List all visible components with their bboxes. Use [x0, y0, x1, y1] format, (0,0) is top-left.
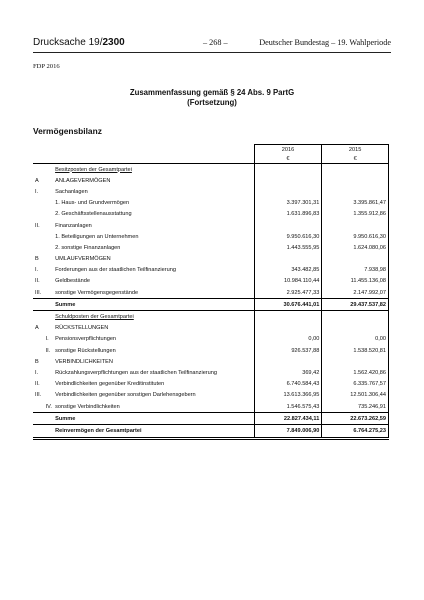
document-title: Zusammenfassung gemäß § 24 Abs. 9 PartG	[129, 88, 295, 97]
row-numeral	[44, 299, 54, 311]
row-numeral	[44, 265, 54, 276]
value-2016: 2.925.477,33	[254, 287, 322, 299]
row-numeral	[44, 242, 54, 253]
value-2016: 7.849.006,90	[254, 425, 322, 438]
row-letter	[33, 198, 44, 209]
value-2016: 343.482,85	[254, 265, 322, 276]
currency-header-row	[33, 154, 389, 164]
row-numeral	[44, 287, 54, 299]
value-2016	[254, 220, 322, 231]
row-label: Summe	[53, 413, 254, 425]
row-label: RÜCKSTELLUNGEN	[55, 325, 109, 332]
row-letter: II.	[35, 381, 40, 388]
row-label: ANLAGEVERMÖGEN	[55, 177, 111, 184]
table-row	[33, 311, 389, 323]
table-row	[33, 265, 389, 276]
table-body	[33, 164, 389, 439]
table-row	[33, 299, 389, 311]
page-header	[33, 37, 391, 51]
table-row	[33, 254, 389, 265]
balance-sheet-table	[33, 144, 389, 440]
row-numeral: IV.	[45, 403, 52, 410]
row-letter	[33, 242, 44, 253]
value-2015	[322, 311, 389, 323]
table-row	[33, 209, 389, 220]
row-letter: II.	[35, 278, 40, 285]
table-row	[33, 413, 389, 425]
row-label: Sachanlagen	[55, 188, 88, 195]
value-2016	[254, 186, 322, 197]
value-2015: 9.950.616,30	[322, 231, 389, 242]
value-2016	[254, 356, 322, 367]
table-row	[33, 164, 389, 176]
table-row	[33, 401, 389, 413]
row-label: UMLAUFVERMÖGEN	[55, 256, 111, 263]
row-label: Finanzanlagen	[55, 222, 92, 229]
row-numeral	[44, 254, 54, 265]
value-2015: 1.355.912,86	[322, 209, 389, 220]
row-label: Verbindlichkeiten gegenüber Kreditinstituten	[55, 381, 165, 388]
row-label: Reinvermögen der Gesamtpartei	[53, 425, 254, 438]
row-letter	[33, 401, 44, 413]
value-2015	[322, 186, 389, 197]
table-row	[33, 276, 389, 287]
value-2016: 369,42	[254, 367, 322, 378]
institution-label: Deutscher Bundestag – 19. Wahlperiode	[259, 38, 391, 47]
header-divider	[33, 52, 391, 53]
value-2015: 7.938,98	[322, 265, 389, 276]
row-label: sonstige Vermögensgegenstände	[55, 289, 139, 296]
table-row	[33, 242, 389, 253]
row-letter: I.	[35, 188, 39, 195]
table-row	[33, 334, 389, 345]
row-letter: I.	[35, 267, 39, 274]
row-label: 2. sonstige Finanzanlagen	[55, 244, 121, 251]
row-numeral	[44, 311, 54, 323]
row-numeral	[44, 231, 54, 242]
section-title: Vermögensbilanz	[33, 126, 102, 136]
row-numeral	[44, 175, 54, 186]
page-number: – 268 –	[203, 38, 228, 47]
value-2016	[254, 254, 322, 265]
row-label: Schuldposten der Gesamtpartei	[53, 311, 254, 323]
row-letter: II.	[35, 222, 40, 229]
table-row	[33, 287, 389, 299]
row-label: sonstige Verbindlichkeiten	[55, 403, 120, 410]
value-2015: 29.437.537,82	[322, 299, 389, 311]
year-2015-header: 2015	[322, 145, 389, 155]
row-numeral: I.	[45, 336, 49, 343]
row-label: VERBINDLICHKEITEN	[55, 358, 113, 365]
value-2015	[322, 323, 389, 334]
row-label: 1. Haus- und Grundvermögen	[55, 200, 130, 207]
value-2016: 13.613.366,95	[254, 390, 322, 401]
party-label: FDP 2016	[33, 63, 60, 70]
row-letter	[33, 425, 44, 438]
table-row	[33, 175, 389, 186]
row-letter	[33, 299, 44, 311]
row-label: Verbindlichkeiten gegenüber sonstigen Darlehensgebern	[55, 392, 196, 399]
row-numeral	[44, 379, 54, 390]
value-2015: 6.764.275,23	[322, 425, 389, 438]
row-label: sonstige Rückstellungen	[55, 347, 116, 354]
value-2016: 9.950.616,30	[254, 231, 322, 242]
row-label: Besitzposten der Gesamtpartei	[53, 164, 254, 176]
value-2015: 6.335.767,57	[322, 379, 389, 390]
row-letter: III.	[35, 289, 42, 296]
value-2015: 11.455.136,08	[322, 276, 389, 287]
row-numeral	[44, 413, 54, 425]
row-letter: B	[35, 358, 39, 365]
value-2016: 3.397.301,31	[254, 198, 322, 209]
row-numeral	[44, 323, 54, 334]
table-row	[33, 186, 389, 197]
row-letter: III.	[35, 392, 42, 399]
value-2015	[322, 254, 389, 265]
row-letter	[33, 311, 44, 323]
row-letter: A	[35, 325, 39, 332]
year-2016-header: 2016	[254, 145, 322, 155]
value-2015	[322, 175, 389, 186]
value-2015: 2.147.992,07	[322, 287, 389, 299]
row-numeral	[44, 220, 54, 231]
value-2016: 30.676.441,01	[254, 299, 322, 311]
row-letter	[33, 209, 44, 220]
value-2015	[322, 164, 389, 176]
value-2016: 1.631.896,83	[254, 209, 322, 220]
table-row	[33, 367, 389, 378]
value-2016	[254, 311, 322, 323]
row-label: Geldbestände	[55, 278, 90, 285]
value-2016	[254, 175, 322, 186]
row-letter: I.	[35, 369, 39, 376]
table-row	[33, 198, 389, 209]
value-2015	[322, 220, 389, 231]
row-numeral	[44, 198, 54, 209]
value-2015: 12.501.306,44	[322, 390, 389, 401]
row-label: Pensionsverpflichtungen	[55, 336, 117, 343]
value-2015	[322, 356, 389, 367]
row-numeral	[44, 209, 54, 220]
row-numeral	[44, 367, 54, 378]
value-2016	[254, 323, 322, 334]
row-letter	[33, 345, 44, 356]
row-label: Summe	[53, 299, 254, 311]
row-letter: A	[35, 177, 39, 184]
row-numeral	[44, 164, 54, 176]
value-2016: 0,00	[254, 334, 322, 345]
table-row	[33, 220, 389, 231]
row-numeral	[44, 356, 54, 367]
table-row	[33, 379, 389, 390]
table-row	[33, 390, 389, 401]
value-2016: 6.740.584,43	[254, 379, 322, 390]
row-letter	[33, 164, 44, 176]
value-2015: 3.395.861,47	[322, 198, 389, 209]
row-letter	[33, 231, 44, 242]
row-label: 2. Geschäftsstellenausstattung	[55, 211, 132, 218]
table-row	[33, 425, 389, 438]
value-2015: 1.562.420,86	[322, 367, 389, 378]
drucksache-number: Drucksache 19/2300	[33, 37, 125, 48]
value-2015: 1.538.520,81	[322, 345, 389, 356]
value-2016: 1.546.575,43	[254, 401, 322, 413]
document-subtitle: (Fortsetzung)	[187, 98, 237, 107]
row-letter	[33, 334, 44, 345]
value-2016: 926.537,88	[254, 345, 322, 356]
value-2016: 1.443.555,95	[254, 242, 322, 253]
row-label: Rückzahlungsverpflichtungen aus der staatlichen Teilfinanzierung	[55, 369, 217, 376]
value-2015: 1.624.080,06	[322, 242, 389, 253]
row-numeral	[44, 390, 54, 401]
row-numeral	[44, 186, 54, 197]
table-row	[33, 356, 389, 367]
row-numeral: II.	[45, 347, 51, 354]
row-label: 1. Beteiligungen an Unternehmen	[55, 233, 139, 240]
row-label: Forderungen aus der staatlichen Teilfinanzierung	[55, 267, 176, 274]
value-2016: 10.984.110,44	[254, 276, 322, 287]
value-2015: 0,00	[322, 334, 389, 345]
value-2016	[254, 164, 322, 176]
row-letter: B	[35, 256, 39, 263]
table-row	[33, 323, 389, 334]
table-row	[33, 345, 389, 356]
currency-2016: €	[254, 154, 322, 164]
currency-2015: €	[322, 154, 389, 164]
year-header-row	[33, 145, 389, 155]
value-2015: 22.673.262,59	[322, 413, 389, 425]
row-letter	[33, 413, 44, 425]
table-row	[33, 231, 389, 242]
row-numeral	[44, 276, 54, 287]
value-2016: 22.827.434,11	[254, 413, 322, 425]
row-numeral	[44, 425, 54, 438]
value-2015: 735.246,91	[322, 401, 389, 413]
